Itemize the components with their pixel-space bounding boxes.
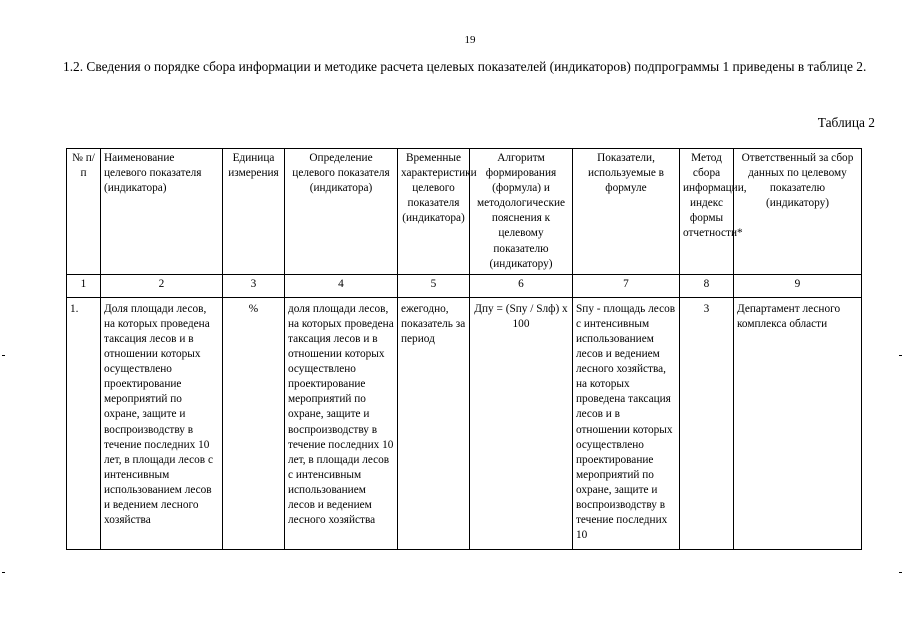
- indicator-formula: Дпу = (Sпу / Sлф) x 100: [470, 297, 573, 549]
- margin-mark: [899, 355, 902, 356]
- header-cell-method: Метод сбора информации, индекс формы отчетности*: [680, 149, 734, 275]
- intro-paragraph: 1.2. Сведения о порядке сбора информации и методике расчета целевых показателей (индикаторов) подпрограммы 1 приведены в таблице 2.: [63, 59, 867, 74]
- column-number: 1: [67, 274, 101, 297]
- column-number: 8: [680, 274, 734, 297]
- column-number: 4: [285, 274, 398, 297]
- table-caption: Таблица 2: [817, 115, 875, 130]
- header-cell-timing: Временные характеристики целевого показателя (индикатора): [398, 149, 470, 275]
- margin-mark: [2, 355, 5, 356]
- indicator-table: [66, 148, 862, 550]
- column-number: 5: [398, 274, 470, 297]
- header-cell-definition: Определение целевого показателя (индикатора): [285, 149, 398, 275]
- table-row: [67, 297, 862, 549]
- indicator-unit: %: [223, 297, 285, 549]
- indicator-definition: доля площади лесов, на которых проведена таксация лесов и в отношении которых осуществлено проектирование мероприятий по охране, защите и воспроизводству в течение последних 10 лет, в площади лесов с интенсивным использованием лесов и ведением лесного хозяйства: [285, 297, 398, 549]
- column-number: 3: [223, 274, 285, 297]
- column-number: 9: [734, 274, 862, 297]
- indicator-name: Доля площади лесов, на которых проведена таксация лесов и в отношении которых осуществлено проектирование мероприятий по охране, защите и воспроизводству в течение последних 10 лет, в площади лесов с интенсивным использованием лесов и ведением лесного хозяйства: [101, 297, 223, 549]
- column-number-row: [67, 274, 862, 297]
- indicator-timing: ежегодно, показатель за период: [398, 297, 470, 549]
- collection-method: 3: [680, 297, 734, 549]
- header-cell-unit: Единица измерения: [223, 149, 285, 275]
- header-cell-formula-vars: Показатели, используемые в формуле: [573, 149, 680, 275]
- responsible-party: Департамент лесного комплекса области: [734, 297, 862, 549]
- column-number: 7: [573, 274, 680, 297]
- margin-mark: [2, 572, 5, 573]
- formula-variables: Sпу - площадь лесов с интенсивным использованием лесов и ведением лесного хозяйства, на которых проведена таксация лесов и в отношении которых осуществлено проектирование мероприятий по охране, защите и воспроизводству в течение последних 10: [573, 297, 680, 549]
- table-header-row: [67, 149, 862, 275]
- column-number: 2: [101, 274, 223, 297]
- header-cell-responsible: Ответственный за сбор данных по целевому показателю (индикатору): [734, 149, 862, 275]
- header-cell-num: № п/п: [67, 149, 101, 275]
- header-cell-algorithm: Алгоритм формирования (формула) и методологические пояснения к целевому показателю (индикатору): [470, 149, 573, 275]
- page-number: 19: [464, 34, 476, 46]
- margin-mark: [899, 572, 902, 573]
- row-number: 1.: [67, 297, 101, 549]
- column-number: 6: [470, 274, 573, 297]
- header-cell-name: Наименование целевого показателя (индикатора): [101, 149, 223, 275]
